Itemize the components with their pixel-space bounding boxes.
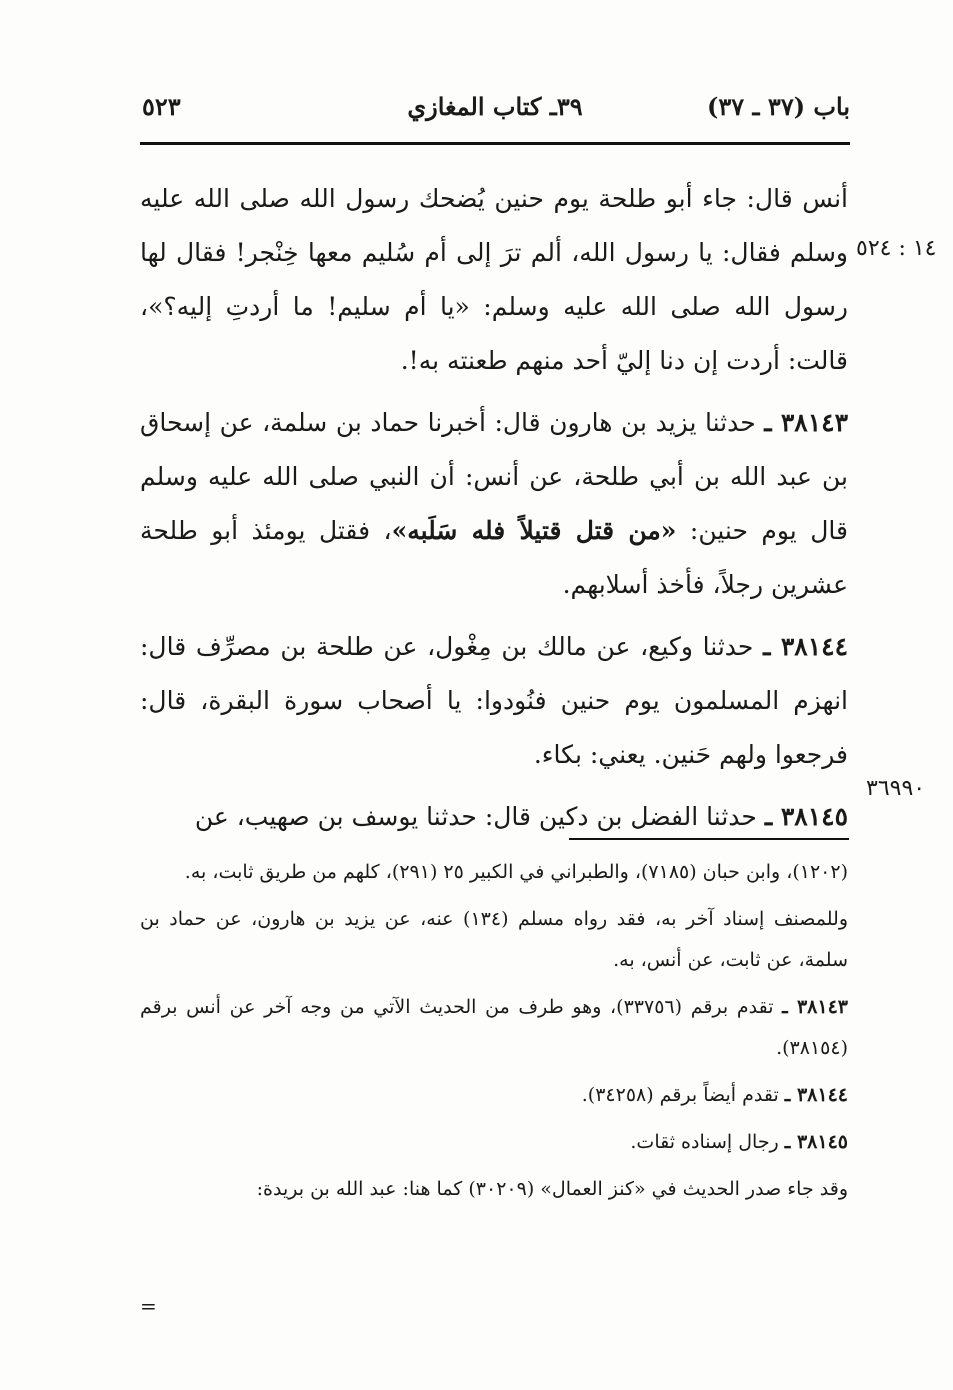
- footnote: [140, 1075, 848, 1116]
- footnote: [140, 852, 848, 893]
- footnote-text: وللمصنف إسناد آخر به، فقد رواه مسلم (١٣٤) عنه، عن يزيد بن هارون، عن حماد بن سلمة، عن ثابت، عن أنس، به.: [140, 908, 848, 971]
- footnote: [140, 987, 848, 1069]
- footnote-text: تقدم برقم (٣٣٧٥٦)، وهو طرف من الحديث الآتي من وجه آخر عن أنس برقم (٣٨١٥٤).: [140, 996, 848, 1059]
- hadith-38145: [140, 790, 848, 844]
- hadith-number: ٣٨١٤٥ ـ: [764, 802, 848, 831]
- footnote: [140, 899, 848, 981]
- hadith-number: ٣٨١٤٤ ـ: [763, 632, 848, 661]
- header-rule: [140, 142, 850, 145]
- margin-reference: ٣٦٩٩٠: [866, 776, 926, 801]
- footnote-number: ٣٨١٤٤ ـ: [784, 1084, 848, 1106]
- footnote-text: رجال إسناده ثقات.: [630, 1131, 785, 1153]
- hadith-38143: [140, 396, 848, 612]
- hadith-38144: [140, 620, 848, 782]
- chapter-range: باب (٣٧ ـ ٣٧): [707, 92, 850, 121]
- margin-reference: ١٤ : ٥٢٤: [856, 236, 937, 261]
- footnote-number: ٣٨١٤٣ ـ: [782, 996, 848, 1018]
- page-number: ٥٢٣: [142, 92, 181, 121]
- page-header: [140, 92, 850, 132]
- main-text: [140, 172, 848, 852]
- continuation-mark: =: [140, 1294, 157, 1318]
- paragraph-text: حدثنا وكيع، عن مالك بن مِغْول، عن طلحة بن مصرِّف قال: انهزم المسلمون يوم حنين فنُودوا: يا أصحاب سورة البقرة، قال: فرجعوا ولهم حَنين. يعني: بكاء.: [140, 632, 848, 769]
- paragraph-text: أنس قال: جاء أبو طلحة يوم حنين يُضحك رسول الله صلى الله عليه وسلم فقال: يا رسول الله، ألم ترَ إلى أم سُليم معها خِنْجر! فقال لها رسول الله صلى الله عليه وسلم: «يا أم سليم! ما أردتِ إليه؟»، قالت: أردت إن دنا إليّ أحد منهم طعنته به!.: [140, 184, 848, 375]
- footnote: [140, 1169, 848, 1210]
- quoted-saying: «من قتل قتيلاً فله سَلَبه»: [391, 516, 677, 545]
- paragraph-text: ، فقتل يومئذ أبو طلحة عشرين رجلاً، فأخذ أسلابهم.: [140, 516, 848, 599]
- paragraph: [140, 172, 848, 388]
- footnote: [140, 1122, 848, 1163]
- footnote-text: (١٢٠٢)، وابن حبان (٧١٨٥)، والطبراني في الكبير ٢٥ (٢٩١)، كلهم من طريق ثابت، به.: [184, 861, 848, 883]
- paragraph-text: حدثنا يزيد بن هارون قال: أخبرنا حماد بن سلمة، عن إسحاق بن عبد الله بن أبي طلحة، عن أنس: أن النبي صلى الله عليه وسلم قال يوم حنين:: [140, 408, 848, 545]
- footnotes: [140, 852, 848, 1216]
- hadith-number: ٣٨١٤٣ ـ: [764, 408, 848, 437]
- footnote-rule: [569, 838, 849, 840]
- footnote-text: تقدم أيضاً برقم (٣٤٢٥٨).: [581, 1084, 785, 1106]
- footnote-number: ٣٨١٤٥ ـ: [784, 1131, 848, 1153]
- paragraph-text: حدثنا الفضل بن دكين قال: حدثنا يوسف بن صهيب، عن: [194, 802, 765, 831]
- book-title: ٣٩ـ كتاب المغازي: [407, 92, 583, 121]
- footnote-text: وقد جاء صدر الحديث في «كنز العمال» (٣٠٢٠٩) كما هنا: عبد الله بن بريدة:: [256, 1178, 848, 1200]
